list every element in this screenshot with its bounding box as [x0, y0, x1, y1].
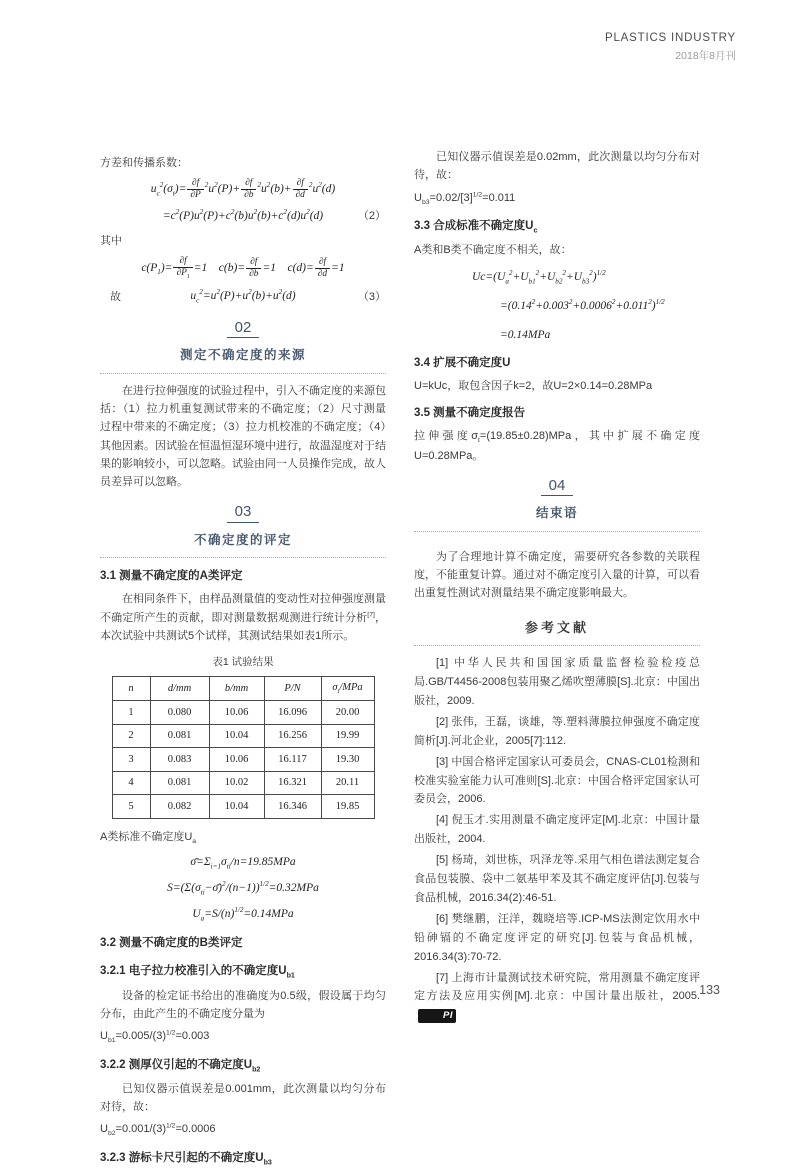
section-03-number: 03 — [227, 503, 260, 522]
reference-item: [3] 中国合格评定国家认可委员会，CNAS-CL01检测和校准实验室能力认可准则[S].北京：中国合格评定国家认可委员会，2006. — [414, 755, 700, 806]
type-a-uncertainty-label: A类标准不确定度$U_a$ — [100, 830, 197, 845]
reference-item: [5] 杨琦，刘世栋，巩泽龙等.采用气相色谱法测定复合食品包装膜、袋中二氨基甲苯及其不确定度评估[J].包装与食品机械，2016.34(2):46-51. — [414, 854, 700, 904]
col-header-p: P/N — [264, 676, 321, 701]
references-list — [414, 654, 700, 1025]
section-02-number: 02 — [227, 319, 260, 338]
formula-uc-combined-3: =0.14MPa — [500, 328, 551, 341]
table-caption: 表1 试验结果 — [212, 656, 274, 669]
table-cell: 10.04 — [209, 724, 264, 747]
section-02-header — [100, 319, 386, 374]
table-cell: 16.346 — [264, 795, 321, 818]
end-of-article-marker: PI — [418, 1009, 456, 1023]
section-04-header — [414, 477, 700, 532]
uncertainty-sources-paragraph: 在进行拉伸强度的试验过程中，引入不确定度的来源包括：（1）拉力机重复测试带来的不确定度；（2）尺寸测量过程中带来的不确定度；（3）拉力机校准的不确定度；（4）其他因素。因试验在恒温恒湿环境中进行，故温湿度对于结果的影响较小，可以忽略。试验由同一人员操作完成，故人员差异可以忽略。 — [100, 384, 386, 489]
formula-ua: $U_a=S/(n)^{1/2}=0.14MPa$ — [192, 906, 294, 923]
type-b2-paragraph: 已知仪器示值误差是0.001mm，此次测量以均匀分布对待，故： — [100, 1082, 386, 1113]
formula-uc-combined-2: $=(0.14^2+0.003^2+0.0006^2+0.011^2)^{1/2}$ — [500, 298, 665, 313]
equation-row — [100, 178, 386, 201]
uncertainty-report-paragraph: 拉伸强度$\sigma_t=(19.85\pm 0.28)MPa$，其中扩展不确定度U=0.28MPa。 — [414, 430, 700, 462]
table-cell: 20.11 — [321, 771, 374, 794]
formula-uc-expansion: $u_c^2(\sigma_t)=$ $\frac{\partial f}{\partial P}$ $^2u^2(P)+$ $\frac{\partial f}{\partial b}$ $^2u^2(b)+$ $\frac{\partial f}{\partial d}$ $^2u^2(d)$ — [150, 178, 336, 201]
formula-ub1: $U_{b1}=0.005/(3)^{1/2}=0.003$ — [100, 1029, 210, 1045]
formula-sensitivity-coefficients: $c(P_1)=$ $\frac{\partial f}{\partial P_1}$ =1 c(b)= $\frac{\partial f}{\partial b}$ =1 c(d)= $\frac{\partial f}{\partial d}$ =1 — [141, 256, 345, 280]
table-header — [112, 676, 374, 701]
table-cell: 19.99 — [321, 724, 374, 747]
section-02-title: 测定不确定度的来源 — [179, 348, 306, 363]
equation-number-3: （3） — [357, 290, 386, 303]
masthead — [605, 30, 736, 64]
fraction: $\frac{\partial f}{\partial P_1}$ — [173, 256, 192, 280]
table-cell: 16.096 — [264, 701, 321, 724]
section-divider — [100, 373, 386, 374]
reference-item: [7] 上海市计量测试技术研究院，常用测量不确定度评定方法及应用实例[M].北京：中国计量出版社，2005.PI — [414, 971, 700, 1022]
section-03-title: 不确定度的评定 — [193, 532, 292, 547]
table-cell: 0.080 — [150, 701, 209, 724]
section-divider — [100, 557, 386, 558]
table-row — [112, 724, 374, 747]
section-divider — [414, 531, 700, 532]
journal-issue: 2018年8月刊 — [675, 49, 736, 62]
col-header-b: b/mm — [209, 676, 264, 701]
col-header-d: d/mm — [150, 676, 209, 701]
equation-number-2: （2） — [357, 210, 386, 223]
fraction: $\frac{\partial f}{\partial b}$ — [246, 257, 261, 280]
fraction: $\frac{\partial f}{\partial d}$ — [315, 257, 330, 280]
formula-std-dev: $S=(\Sigma(\sigma_{ti}-\sigmā)^2/(n-1))^{1/2}=0.32MPa$ — [167, 880, 319, 897]
formula-uc-sum: $u_c^2=u^2(P)+u^2(b)+u^2(d)$ — [190, 287, 296, 304]
section-03-header — [100, 503, 386, 558]
col-header-sigma: $\sigma_t$/MPa — [321, 676, 374, 701]
table-cell: 16.321 — [264, 771, 321, 794]
table-cell: 16.256 — [264, 724, 321, 747]
table-cell: 10.04 — [209, 795, 264, 818]
equation-row — [100, 207, 386, 226]
fraction: $\frac{\partial f}{\partial d}$ — [293, 178, 308, 201]
type-b3-paragraph: 已知仪器示值误差是0.02mm，此次测量以均匀分布对待，故： — [414, 151, 700, 182]
expanded-uncertainty-paragraph: U=kUc，取包含因子k=2，故U=2×0.14=0.28MPa — [414, 379, 653, 392]
page-number: 133 — [699, 983, 720, 997]
variance-lead-text: 方差和传播系数： — [100, 157, 188, 169]
table-row — [112, 795, 374, 818]
section-04-title: 结束语 — [535, 506, 578, 520]
references-divider — [414, 645, 700, 646]
heading-3-2-2: 3.2.2 测厚仪引起的不确定度$U_{b2}$ — [100, 1058, 261, 1073]
table-cell: 5 — [112, 795, 150, 818]
table-cell: 4 — [112, 771, 150, 794]
formula-uc-coefficients: $=c^2(P)u^2(P)+c^2(b)u^2(b)+c^2(d)u^2(d)$ — [162, 208, 324, 222]
table-row — [112, 771, 374, 794]
heading-3-3: 3.3 合成标准不确定度$U_c$ — [414, 219, 538, 235]
among-label: 其中 — [100, 235, 122, 248]
formula-mean: $\sigmā=\Sigma_{i=1}\sigma_{ti}/n=19.85MPa$ — [190, 856, 296, 871]
table-cell: 19.30 — [321, 748, 374, 771]
equation-row — [100, 287, 386, 307]
table-cell: 0.083 — [150, 748, 209, 771]
formula-ub3: $U_{b3}=0.02/[3]^{1/2}=0.011$ — [414, 190, 516, 206]
type-a-intro-paragraph: 在相同条件下，由样品测量值的变动性对拉伸强度测量不确定所产生的贡献，即对测量数据观测进行统计分析[7]，本次试验中共测试5个试样，其测试结果如表1所示。 — [100, 593, 387, 642]
therefore-label: 故 — [110, 290, 121, 303]
table-row — [112, 748, 374, 771]
references-heading: 参考文献 — [524, 619, 589, 635]
formula-uc-combined-1: $Uc=(U_a^2+U_{b1}^2+U_{b2}^2+U_{b3}^2)^{1/2}$ — [472, 269, 606, 286]
equation-block-propagation — [100, 178, 386, 307]
reference-item: [4] 倪玉才.实用测量不确定度评定[M].北京：中国计量出版社，2004. — [414, 814, 700, 846]
reference-item: [1] 中华人民共和国国家质量监督检验检疫总局.GB/T4456-2008包装用聚乙烯吹塑薄膜[S].北京：中国出版社，2009. — [414, 657, 700, 707]
table-cell: 19.85 — [321, 795, 374, 818]
col-header-n: n — [112, 676, 150, 701]
table-body — [112, 701, 374, 818]
heading-3-5: 3.5 测量不确定度报告 — [414, 406, 526, 419]
conclusion-paragraph: 为了合理地计算不确定度，需要研究各参数的关联程度，不能重复计算。通过对不确定度引入量的计算，可以看出重复性测试对测量结果不确定度影响最大。 — [414, 550, 700, 600]
left-column — [100, 150, 386, 1173]
table-cell: 10.02 — [209, 771, 264, 794]
heading-3-2: 3.2 测量不确定度的B类评定 — [100, 937, 243, 950]
table-cell: 20.00 — [321, 701, 374, 724]
formula-ub2: $U_{b2}=0.001/(3)^{1/2}=0.0006$ — [100, 1122, 216, 1138]
results-table-block — [100, 654, 386, 818]
table-cell: 1 — [112, 701, 150, 724]
table-row — [112, 701, 374, 724]
table-cell: 3 — [112, 748, 150, 771]
table-cell: 0.081 — [150, 771, 209, 794]
heading-3-2-1: 3.2.1 电子拉力校准引入的不确定度$U_{b1}$ — [100, 965, 295, 980]
table-cell: 0.081 — [150, 724, 209, 747]
table-cell: 10.06 — [209, 701, 264, 724]
type-b1-paragraph: 设备的检定证书给出的准确度为0.5级，假设属于均匀分布，由此产生的不确定度分量为 — [100, 989, 386, 1020]
fraction: $\frac{\partial f}{\partial P}$ — [187, 178, 203, 201]
table-cell: 10.06 — [209, 748, 264, 771]
equation-row — [100, 256, 386, 280]
heading-3-2-3: 3.2.3 游标卡尺引起的不确定度$U_{b3}$ — [100, 1151, 272, 1166]
table-header-row — [112, 676, 374, 701]
combined-uncertainty-paragraph: A类和B类不确定度不相关，故： — [414, 244, 572, 257]
results-table — [112, 676, 375, 819]
section-04-number: 04 — [541, 477, 574, 496]
table-cell: 0.082 — [150, 795, 209, 818]
right-column — [414, 148, 700, 1027]
equation-row — [100, 853, 386, 873]
journal-title: PLASTICS INDUSTRY — [605, 32, 736, 44]
reference-item: [2] 张伟，王磊，谈雄，等.塑料薄膜拉伸强度不确定度简析[J].河北企业，2005[7]:112. — [414, 715, 700, 747]
heading-3-4: 3.4 扩展不确定度U — [414, 356, 511, 369]
fraction: $\frac{\partial f}{\partial b}$ — [241, 178, 256, 201]
reference-item: [6] 樊继鹏，汪洋，魏晓培等.ICP-MS法测定饮用水中铅砷镉的不确定度评定的研究[J].包装与食品机械，2016.34(3):70-72. — [414, 912, 700, 963]
table-cell: 2 — [112, 724, 150, 747]
heading-3-1: 3.1 测量不确定度的A类评定 — [100, 570, 243, 583]
equation-row — [100, 879, 386, 899]
equation-row — [100, 905, 386, 925]
table-cell: 16.117 — [264, 748, 321, 771]
